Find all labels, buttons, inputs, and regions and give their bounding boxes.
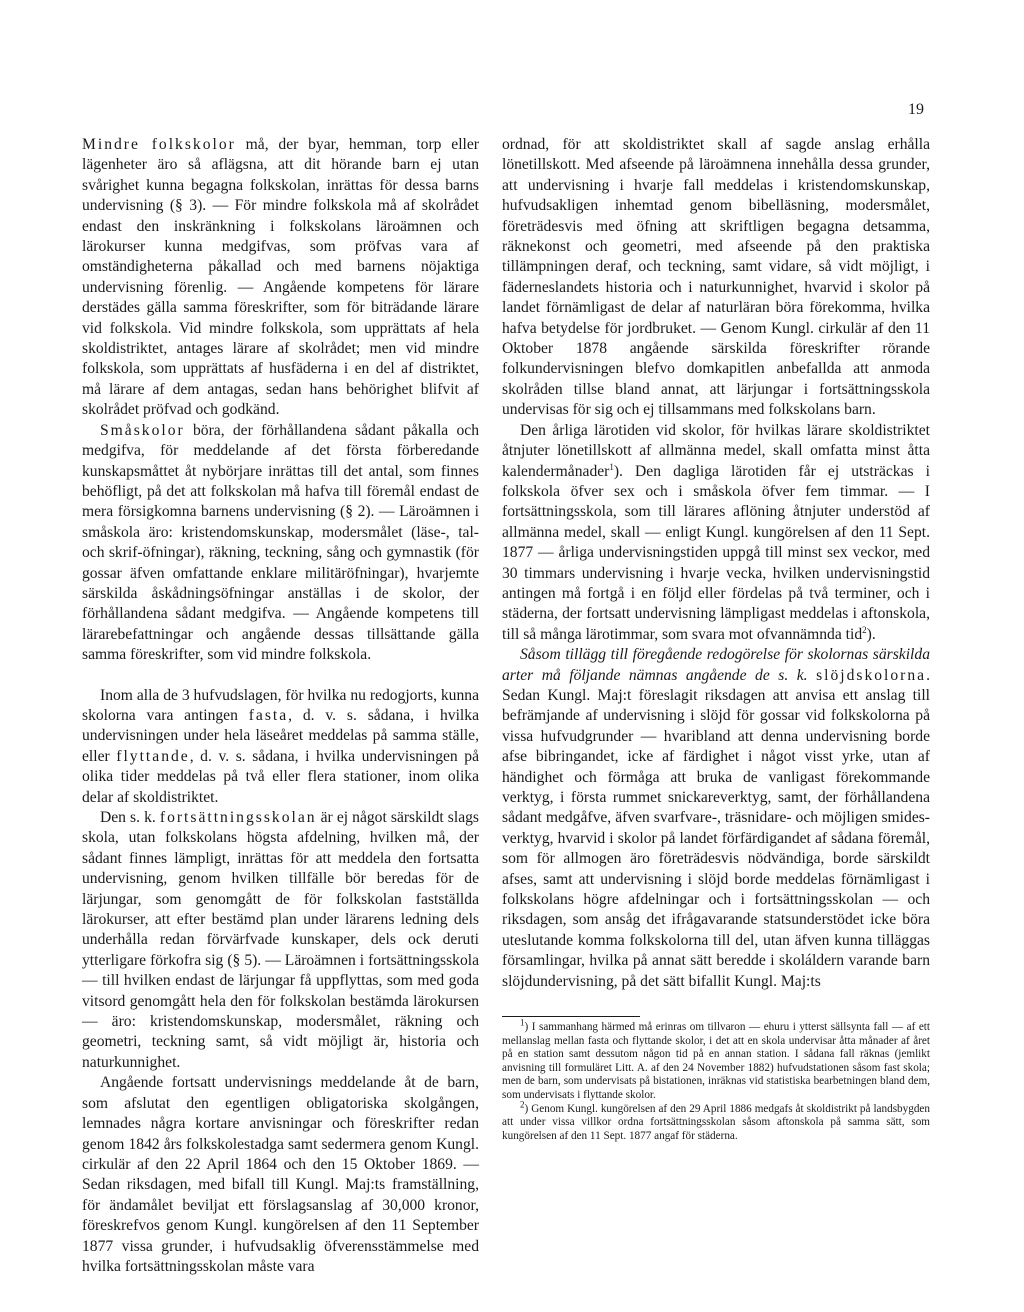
- paragraph-continuation: [502, 135, 930, 421]
- spaced-heading-mindre-folkskolor: Mindre folkskolor: [82, 136, 236, 153]
- paragraph-text: är ej något särskildt slags skola, utan folkskolans högsta afdelning, hvilken må, der sådant finnes lämpligt, inrättas för att meddela den fortsatta undervisning, genom hvilken tillfälle bör beredas för de lärjungar, som genomgått de för folkskolan fastställda lärokurser, att efter bestämd plan under lärarens ledning dels underhålla redan förvärfvade kunskaper, dels ock deruti ytterligare förkofra sig (§ 5). — Läroämnen i fortsättningsskola — till hvilken endast de lärjungar få uppflyttas, som med goda vitsord genomgått hela den för folkskolan bestämda lärokursen — äro: kristendomskunskap, modersmålet, räkning och geometri, teckning samt, så vidt möjligt är, historia och naturkunnighet.: [82, 809, 479, 1071]
- paragraph-larotiden: [502, 421, 930, 645]
- footnote-1: [502, 1017, 930, 1103]
- paragraph-text: Den årliga lärotiden vid skolor, för hvilkas lärare skoldistriktet åtnjuter lönetillskott af allmänna medel, skall omfatta minst åtta kalendermånader: [502, 421, 930, 480]
- paragraph-slojdskolorna: [502, 645, 930, 992]
- paragraph-text: Inom alla de 3 hufvudslagen, för hvilka nu redogjorts, kunna skolorna vara antingen: [82, 686, 479, 724]
- footnote-ref-2[interactable]: 2: [862, 624, 867, 635]
- spaced-term-slojdskolorna: slöjdskolorna: [816, 666, 927, 684]
- footnote-mark: 1: [520, 1017, 525, 1028]
- paragraph-text: ). Den dagliga lärotiden får ej utsträckas i folkskola öfver sex och i småskola öfver fem timmar. — I fortsättningsskola, som till lärares aflöning åtnjuter understöd af allmänna medel, skall — enligt Kungl. kungörelsen af den 11 Sept. 1877 — årliga undervisningstiden uppgå till minst sex veckor, med 30 timmars undervisning i hvarje vecka, hvilken undervisningstid antingen må fortgå i en följd eller fördelas på två terminer, och i städerna, der fortsatt undervisning lämpligast meddelas i aftonskola, till så många lärotimmar, som svara mot ofvannämnda tid: [502, 462, 930, 643]
- paragraph-fortsattningsskolan: [82, 808, 479, 1073]
- paragraph-text: ordnad, för att skoldistriktet skall af sagde anslag erhålla lönetillskott. Med afseende på läroämnena innehålla dessa grunder, att undervisning i hvarje fall meddelas i kristendomskunskap, hufvudsakligen inhemtad genom bibelläsning, modersmålet, företrädesvis med öfning att skriftligen begagna detsamma, räknekonst och geometri, med afseende på den praktiska tillämpningen deraf, och teckning, samt vidare, så vidt möjligt, i fäderneslandets historia och i naturkunnighet, hvarvid i skolor på landet förnämligast de delar af naturläran böra förekomma, hvilka hafva betydelse för jordbruket. — Genom Kungl. cirkulär af den 11 Oktober 1878 angående särskilda föreskrifter rörande folkundervisningen blefvo domkapitlen anbefallda att anmoda skolråden tillse bland annat, att lärjungar i fortsättningsskola undervisas för sig och ej tillsammans med folkskolans barn.: [502, 136, 930, 419]
- paragraph-text: ).: [866, 625, 876, 643]
- paragraph-smaskolor: [82, 421, 479, 666]
- page-number: 19: [908, 101, 924, 118]
- footnote-text: ) Genom Kungl. kungörelsen af den 29 April 1886 medgafs åt skoldistrikt på landsbygden att under vissa villkor ordna fortsättningsskolan såsom aftonskola på samma sätt, som kungörelsen af den 11 Sept. 1877 angaf för städerna.: [502, 1102, 930, 1142]
- paragraph-text: , d. v. s. sådana, i hvilka undervisningen på olika tider meddelas på två eller flera stationer, inom olika delar af skoldistriktet.: [82, 747, 479, 806]
- paragraph-text: . Sedan Kungl. Maj:t föreslagit riksdagen att anvisa ett anslag till befrämjande af undervisning i slöjd för gossar vid folkskolorna på vissa hufvudgrunder — hvaribland att denna undervisning borde afse bibringandet, icke af färdighet i något visst yrke, utan af händighet och förmåga att bruka de vanligast förekommande verktyg, i första rummet snickareverktyg, samt, der förhållandena sådant medgåfve, äfven svarfvare-, träsnidare- och möjligen smides-verktyg, hvarvid i skolor på landet förfärdigandet af sådana föremål, som för allmogen äro företrädesvis nödvändiga, borde särskildt afses, samt att undervisning i slöjd borde meddelas förnämligast i folkskolans högre afdelningar och i fortsättningsskolan — och riksdagen, som ansåg det ifrågavarande statsunderstödet icke böra uteslutande komma folkskolorna till del, utan äfven kunna tilläggas församlingar, hvilka på annat sätt beredde i skoláldern varande barn slöjdundervisning, på det sätt bifallit Kungl. Maj:ts: [502, 666, 930, 990]
- paragraph-mindre-folkskolor: [82, 135, 479, 421]
- footnote-text: ) I sammanhang härmed må erinras om tillvaron — ehuru i ytterst sällsynta fall — af ett mellanslag mellan fasta och flyttande skolor, i det att en skola undervisar åtta månader af året på en station samt dessutom någon tid på en annan station. I sådana fall räknas (jemlikt anvisning till formuläret Litt. A. af den 24 November 1882) hufvudstationen såsom fast skola; men de barn, som undervisats på bistationen, inräknas vid statistiska bearbetningen bland dem, som undervisats i flyttande skolor.: [502, 1021, 930, 1102]
- paragraph-fortsatt-undervisning: [82, 1073, 479, 1277]
- footnote-ref-1[interactable]: 1: [609, 461, 614, 472]
- right-column: [502, 135, 930, 1143]
- footnote-2: [502, 1098, 930, 1144]
- paragraph-text: böra, der förhållandena sådant påkalla och medgifva, för meddelande af det första förberedande kunskapsmåttet åt nybörjare inrättas till det antal, som finnes behöfligt, på det att folkskolan må hafva till föremål endast de mera försigkomna barnens undervisning (§ 2). — Läroämnen i småskola äro: kristendomskunskap, modersmålet (läse-, tal- och skrif-öfningar), räkning, teckning, sång och gymnastik (för gossar äfven omfattande enklare militäröfningar), hvarjemte särskilda åskådningsöfningar anställas i de skolor, der förhållandena sådant medgifva. — Angående kompetens till lärarebefattningar och angående dessas tillsättande gälla samma föreskrifter, som vid mindre folkskola.: [82, 421, 479, 664]
- paragraph-text-italic: Såsom tillägg till föregående redogörelse för skolornas särskilda arter må följande nämnas angående de s. k.: [502, 646, 930, 684]
- spaced-term-fasta: fasta: [248, 706, 289, 724]
- paragraph-text: Angående fortsatt undervisnings meddelande åt de barn, som afslutat den egentligen obligatoriska skolgången, lemnades några kortare anvisningar och föreskrifter redan genom 1842 års folkskolestadga samt sedermera genom Kungl. cirkulär af den 22 April 1864 och den 15 Oktober 1869. — Sedan riksdagen, med bifall till Kungl. Maj:ts framställning, för ändamålet beviljat ett förslagsanslag af 30,000 kronor, föreskrefvos genom Kungl. kungörelsen af den 11 September 1877 vissa grunder, i hufvudsaklig öfverensstämmelse med hvilka fortsättningsskolan måste vara: [82, 1074, 479, 1275]
- spaced-term-fortsattningsskolan: fortsättningsskolan: [159, 809, 317, 826]
- spaced-term-flyttande: flyttande: [116, 747, 190, 765]
- paragraph-hufvudslagen: [82, 686, 479, 808]
- footnote-mark: 2: [520, 1098, 525, 1109]
- left-column: [82, 135, 479, 1277]
- spaced-heading-smaskolor: Småskolor: [100, 421, 185, 439]
- paragraph-text: Den s. k.: [100, 809, 160, 826]
- paragraph-text: , d. v. s. sådana, i hvilka undervisningen under hela läseåret meddelas på samma ställe, eller: [82, 706, 479, 765]
- paragraph-text: må, der byar, hemman, torp eller lägenheter äro så aflägsna, att dit hörande barn ej utan svårighet kunna begagna folkskolan, inrättas för dessa barns undervisning (§ 3). — För mindre folkskola må af skolrådet endast den inskränkning i folkskolans läroämnen och lärokurser kunna medgifvas, som pröfvas vara af omständigheterna påkallad och med barnens nöjaktiga undervisning förenlig. — Angående kompetens för lärare derstädes gälla samma föreskrifter, som för biträdande lärare vid folkskola. Vid mindre folkskola, som upprättats af hela skoldistriktet, antages lärare af skolrådet; men vid mindre folkskola, som upprättats af husfäderna i en del af distriktet, må lärare af dem antagas, sedan hans behörighet blifvit af skolrådet pröfvad och godkänd.: [82, 136, 479, 419]
